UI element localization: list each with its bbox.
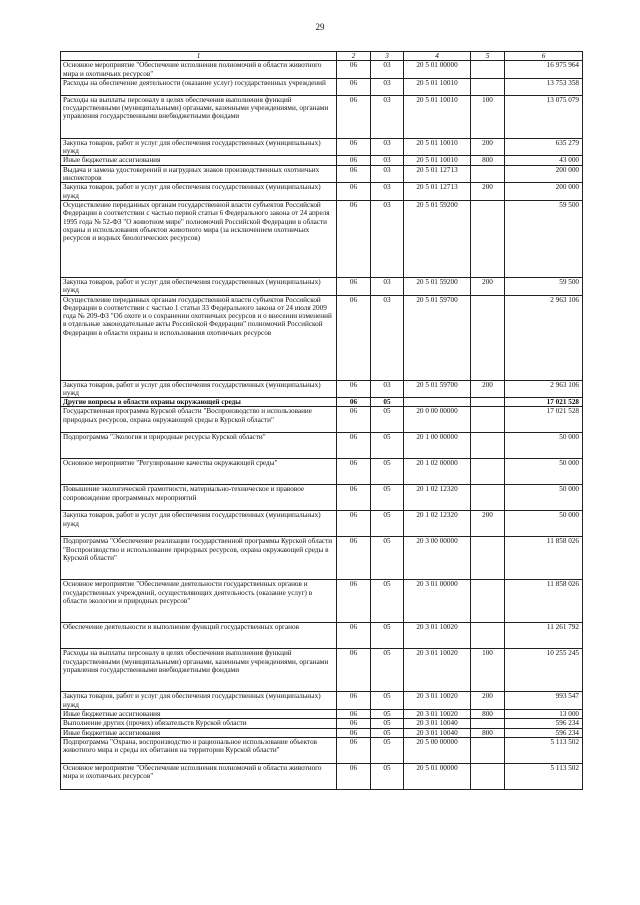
row-target-article-cell: 20 1 02 12320 xyxy=(404,511,471,537)
row-expense-type-cell: 800 xyxy=(471,710,505,719)
table-row xyxy=(61,95,583,138)
column-header: 6 xyxy=(505,52,583,61)
row-expense-type-cell: 200 xyxy=(471,692,505,710)
row-name-cell: Закупка товаров, работ и услуг для обеспечения государственных (муниципальных) нужд xyxy=(61,511,337,537)
row-expense-type-cell: 200 xyxy=(471,380,505,398)
column-header: 2 xyxy=(337,52,371,61)
row-expense-type-cell xyxy=(471,165,505,183)
row-expense-type-cell: 800 xyxy=(471,728,505,737)
column-header: 4 xyxy=(404,52,471,61)
row-amount-cell: 50 000 xyxy=(505,511,583,537)
row-subsection-cell: 05 xyxy=(371,719,404,728)
row-subsection-cell: 05 xyxy=(371,649,404,692)
row-subsection-cell: 05 xyxy=(371,710,404,719)
row-name-cell: Основное мероприятие "Регулирование качества окружающей среды" xyxy=(61,459,337,485)
row-subsection-cell: 05 xyxy=(371,459,404,485)
row-subsection-cell: 05 xyxy=(371,511,404,537)
row-section-cell: 06 xyxy=(337,95,371,138)
row-subsection-cell: 03 xyxy=(371,156,404,165)
row-target-article-cell: 20 3 01 10040 xyxy=(404,728,471,737)
row-subsection-cell: 05 xyxy=(371,728,404,737)
row-target-article-cell: 20 5 01 12713 xyxy=(404,183,471,201)
row-target-article-cell: 20 5 01 10010 xyxy=(404,78,471,95)
table-row xyxy=(61,580,583,623)
row-expense-type-cell: 800 xyxy=(471,156,505,165)
row-subsection-cell: 03 xyxy=(371,277,404,295)
row-subsection-cell: 03 xyxy=(371,138,404,156)
row-name-cell: Обеспечение деятельности и выполнение функций государственных органов xyxy=(61,623,337,649)
row-target-article-cell: 20 5 01 59200 xyxy=(404,200,471,277)
row-amount-cell: 11 858 026 xyxy=(505,580,583,623)
row-expense-type-cell xyxy=(471,623,505,649)
table-row xyxy=(61,511,583,537)
row-name-cell: Иные бюджетные ассигнования xyxy=(61,710,337,719)
row-expense-type-cell: 200 xyxy=(471,277,505,295)
row-name-cell: Расходы на выплаты персоналу в целях обеспечения выполнения функций государственными (муниципальными) органами, казенными учреждениями, органами управления государственными внебюджетными фондами xyxy=(61,95,337,138)
row-subsection-cell: 03 xyxy=(371,200,404,277)
row-name-cell: Закупка товаров, работ и услуг для обеспечения государственных (муниципальных) нужд xyxy=(61,138,337,156)
row-section-cell: 06 xyxy=(337,459,371,485)
table-row xyxy=(61,537,583,580)
row-section-cell: 06 xyxy=(337,398,371,407)
row-section-cell: 06 xyxy=(337,719,371,728)
row-name-cell: Иные бюджетные ассигнования xyxy=(61,728,337,737)
row-subsection-cell: 05 xyxy=(371,433,404,459)
row-expense-type-cell xyxy=(471,407,505,433)
row-target-article-cell: 20 0 00 00000 xyxy=(404,407,471,433)
row-section-cell: 06 xyxy=(337,433,371,459)
row-expense-type-cell: 200 xyxy=(471,183,505,201)
row-amount-cell: 635 279 xyxy=(505,138,583,156)
row-section-cell: 06 xyxy=(337,183,371,201)
row-amount-cell: 993 547 xyxy=(505,692,583,710)
row-name-cell: Расходы на выплаты персоналу в целях обеспечения выполнения функций государственными (муниципальными) органами, казенными учреждениями, органами управления государственными внебюджетными фондами xyxy=(61,649,337,692)
row-target-article-cell: 20 1 02 00000 xyxy=(404,459,471,485)
row-name-cell: Повышение экологической грамотности, материально-техническое и правовое сопровождение программных мероприятий xyxy=(61,485,337,511)
row-target-article-cell: 20 3 00 00000 xyxy=(404,537,471,580)
row-amount-cell: 11 858 026 xyxy=(505,537,583,580)
row-expense-type-cell xyxy=(471,398,505,407)
row-subsection-cell: 05 xyxy=(371,580,404,623)
row-expense-type-cell xyxy=(471,295,505,380)
row-target-article-cell: 20 3 01 10040 xyxy=(404,719,471,728)
row-name-cell: Подпрограмма "Обеспечение реализации государственной программы Курской области "Воспроизводство и использование природных ресурсов, охрана окружающей среды в Курской области" xyxy=(61,537,337,580)
table-body xyxy=(61,61,583,790)
table-row xyxy=(61,277,583,295)
table-row xyxy=(61,649,583,692)
table-row xyxy=(61,78,583,95)
row-target-article-cell: 20 5 01 12713 xyxy=(404,165,471,183)
row-subsection-cell: 05 xyxy=(371,763,404,789)
row-target-article-cell: 20 3 01 10020 xyxy=(404,710,471,719)
row-subsection-cell: 05 xyxy=(371,485,404,511)
row-amount-cell: 17 021 528 xyxy=(505,407,583,433)
row-target-article-cell: 20 3 01 10020 xyxy=(404,623,471,649)
row-section-cell: 06 xyxy=(337,407,371,433)
row-amount-cell: 13 075 079 xyxy=(505,95,583,138)
row-subsection-cell: 05 xyxy=(371,623,404,649)
row-amount-cell: 59 500 xyxy=(505,200,583,277)
row-name-cell: Государственная программа Курской области "Воспроизводство и использование природных ресурсов, охрана окружающей среды в Курской области" xyxy=(61,407,337,433)
row-amount-cell: 50 000 xyxy=(505,459,583,485)
row-section-cell: 06 xyxy=(337,61,371,79)
row-target-article-cell: 20 5 01 59700 xyxy=(404,380,471,398)
row-amount-cell: 50 000 xyxy=(505,485,583,511)
row-name-cell: Подпрограмма "Экология и природные ресурсы Курской области" xyxy=(61,433,337,459)
row-section-cell: 06 xyxy=(337,277,371,295)
row-expense-type-cell: 100 xyxy=(471,95,505,138)
row-expense-type-cell xyxy=(471,78,505,95)
table-row xyxy=(61,165,583,183)
row-name-cell: Другие вопросы в области охраны окружающей среды xyxy=(61,398,337,407)
row-expense-type-cell xyxy=(471,61,505,79)
row-target-article-cell: 20 5 01 00000 xyxy=(404,763,471,789)
row-section-cell: 06 xyxy=(337,78,371,95)
row-amount-cell: 10 255 245 xyxy=(505,649,583,692)
table-row xyxy=(61,459,583,485)
row-name-cell: Осуществление переданных органам государственной власти субъектов Российской Федерации в соответствии с частью первой статьи 6 Федерального закона от 24 апреля 1995 года № 52-ФЗ "О животном мире" полномочий Российской Федерации в области охраны и использования объектов животного мира (за исключением охотничьих ресурсов и водных биологических ресурсов) xyxy=(61,200,337,277)
row-name-cell: Закупка товаров, работ и услуг для обеспечения государственных (муниципальных) нужд xyxy=(61,692,337,710)
row-expense-type-cell xyxy=(471,485,505,511)
row-expense-type-cell xyxy=(471,459,505,485)
row-target-article-cell: 20 5 01 10010 xyxy=(404,138,471,156)
row-amount-cell: 200 000 xyxy=(505,183,583,201)
row-amount-cell: 16 975 964 xyxy=(505,61,583,79)
row-section-cell: 06 xyxy=(337,511,371,537)
row-section-cell: 06 xyxy=(337,156,371,165)
row-amount-cell: 5 113 502 xyxy=(505,737,583,763)
row-amount-cell: 59 500 xyxy=(505,277,583,295)
table-row xyxy=(61,433,583,459)
row-expense-type-cell xyxy=(471,537,505,580)
row-name-cell: Закупка товаров, работ и услуг для обеспечения государственных (муниципальных) нужд xyxy=(61,183,337,201)
row-name-cell: Выдача и замена удостоверений и нагрудных знаков производственных охотничьих инспекторов xyxy=(61,165,337,183)
row-section-cell: 06 xyxy=(337,380,371,398)
row-section-cell: 06 xyxy=(337,200,371,277)
row-expense-type-cell: 200 xyxy=(471,138,505,156)
row-subsection-cell: 05 xyxy=(371,692,404,710)
table-row xyxy=(61,692,583,710)
row-section-cell: 06 xyxy=(337,623,371,649)
table-row xyxy=(61,763,583,789)
row-subsection-cell: 05 xyxy=(371,407,404,433)
table-row xyxy=(61,737,583,763)
row-target-article-cell: 20 3 01 10020 xyxy=(404,649,471,692)
row-subsection-cell: 03 xyxy=(371,165,404,183)
row-section-cell: 06 xyxy=(337,763,371,789)
row-amount-cell: 2 963 106 xyxy=(505,380,583,398)
row-amount-cell: 5 113 502 xyxy=(505,763,583,789)
row-amount-cell: 13 753 358 xyxy=(505,78,583,95)
row-target-article-cell: 20 5 00 00000 xyxy=(404,737,471,763)
column-header: 3 xyxy=(371,52,404,61)
row-name-cell: Осуществление переданных органам государственной власти субъектов Российской Федерации в соответствии с частью 1 статьи 33 Федерального закона от 24 июля 2009 года № 209-ФЗ "Об охоте и о сохранении охотничьих ресурсов и о внесении изменений в отдельные законодательные акты Российской Федерации" полномочий Российской Федерации в области охраны и использования охотничьих ресурсов xyxy=(61,295,337,380)
row-target-article-cell: 20 3 01 10020 xyxy=(404,692,471,710)
row-section-cell: 06 xyxy=(337,737,371,763)
row-name-cell: Выполнение других (прочих) обязательств Курской области xyxy=(61,719,337,728)
row-expense-type-cell xyxy=(471,719,505,728)
table-row xyxy=(61,183,583,201)
table-row xyxy=(61,398,583,407)
column-header: 5 xyxy=(471,52,505,61)
table-row xyxy=(61,200,583,277)
row-section-cell: 06 xyxy=(337,485,371,511)
row-name-cell: Подпрограмма "Охрана, воспроизводство и рациональное использование объектов животного мира и среды их обитания на территории Курской области" xyxy=(61,737,337,763)
row-name-cell: Закупка товаров, работ и услуг для обеспечения государственных (муниципальных) нужд xyxy=(61,277,337,295)
row-amount-cell: 17 021 528 xyxy=(505,398,583,407)
page-number: 29 xyxy=(315,22,325,32)
row-section-cell: 06 xyxy=(337,165,371,183)
row-name-cell: Иные бюджетные ассигнования xyxy=(61,156,337,165)
row-section-cell: 06 xyxy=(337,649,371,692)
row-name-cell: Закупка товаров, работ и услуг для обеспечения государственных (муниципальных) нужд xyxy=(61,380,337,398)
row-expense-type-cell xyxy=(471,580,505,623)
row-amount-cell: 11 261 792 xyxy=(505,623,583,649)
row-subsection-cell: 03 xyxy=(371,95,404,138)
table-row xyxy=(61,138,583,156)
row-amount-cell: 43 000 xyxy=(505,156,583,165)
row-expense-type-cell: 200 xyxy=(471,511,505,537)
row-name-cell: Основное мероприятие "Обеспечение деятельности государственных органов и государственных учреждений, осуществляющих деятельность (оказание услуг) в области экологии и природных ресурсов" xyxy=(61,580,337,623)
row-subsection-cell: 03 xyxy=(371,295,404,380)
row-target-article-cell: 20 3 01 00000 xyxy=(404,580,471,623)
row-section-cell: 06 xyxy=(337,580,371,623)
table-row xyxy=(61,485,583,511)
row-amount-cell: 50 000 xyxy=(505,433,583,459)
row-name-cell: Расходы на обеспечение деятельности (оказание услуг) государственных учреждений xyxy=(61,78,337,95)
row-target-article-cell: 20 1 02 12320 xyxy=(404,485,471,511)
table-row xyxy=(61,623,583,649)
row-subsection-cell: 03 xyxy=(371,78,404,95)
table-row xyxy=(61,156,583,165)
row-amount-cell: 13 000 xyxy=(505,710,583,719)
row-amount-cell: 596 234 xyxy=(505,719,583,728)
row-subsection-cell: 03 xyxy=(371,183,404,201)
row-target-article-cell: 20 5 01 00000 xyxy=(404,61,471,79)
table-row xyxy=(61,728,583,737)
row-section-cell: 06 xyxy=(337,710,371,719)
row-subsection-cell: 05 xyxy=(371,737,404,763)
table-row xyxy=(61,61,583,79)
row-expense-type-cell xyxy=(471,433,505,459)
row-name-cell: Основное мероприятие "Обеспечение исполнения полномочий в области животного мира и охотничьих ресурсов" xyxy=(61,61,337,79)
row-amount-cell: 2 963 106 xyxy=(505,295,583,380)
row-target-article-cell: 20 5 01 10010 xyxy=(404,156,471,165)
row-target-article-cell: 20 5 01 59200 xyxy=(404,277,471,295)
row-amount-cell: 200 000 xyxy=(505,165,583,183)
table-row xyxy=(61,710,583,719)
row-section-cell: 06 xyxy=(337,537,371,580)
row-subsection-cell: 03 xyxy=(371,61,404,79)
row-expense-type-cell xyxy=(471,200,505,277)
row-amount-cell: 596 234 xyxy=(505,728,583,737)
row-subsection-cell: 05 xyxy=(371,537,404,580)
table-row xyxy=(61,407,583,433)
row-section-cell: 06 xyxy=(337,295,371,380)
header-row xyxy=(61,52,583,61)
table-row xyxy=(61,719,583,728)
row-expense-type-cell xyxy=(471,763,505,789)
row-target-article-cell: 20 5 01 59700 xyxy=(404,295,471,380)
row-section-cell: 06 xyxy=(337,692,371,710)
table-row xyxy=(61,380,583,398)
row-target-article-cell: 20 5 01 10010 xyxy=(404,95,471,138)
row-section-cell: 06 xyxy=(337,138,371,156)
column-header: 1 xyxy=(61,52,337,61)
row-expense-type-cell xyxy=(471,737,505,763)
row-subsection-cell: 03 xyxy=(371,380,404,398)
row-section-cell: 06 xyxy=(337,728,371,737)
row-target-article-cell xyxy=(404,398,471,407)
table-row xyxy=(61,295,583,380)
budget-table xyxy=(60,51,583,790)
row-name-cell: Основное мероприятие "Обеспечение исполнения полномочий в области животного мира и охотничьих ресурсов" xyxy=(61,763,337,789)
row-expense-type-cell: 100 xyxy=(471,649,505,692)
row-target-article-cell: 20 1 00 00000 xyxy=(404,433,471,459)
row-subsection-cell: 05 xyxy=(371,398,404,407)
